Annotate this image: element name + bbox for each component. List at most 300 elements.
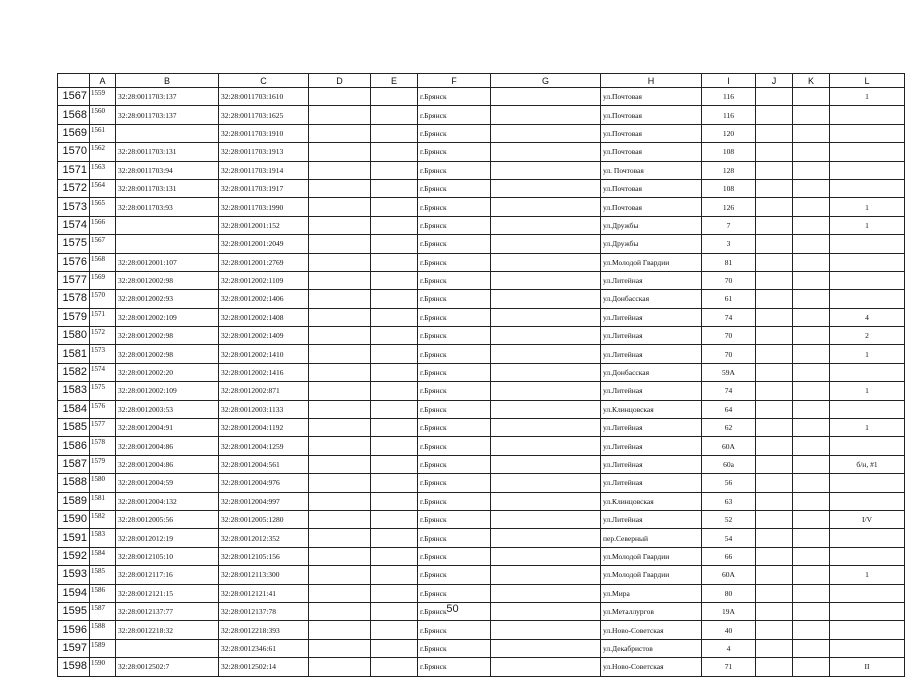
row-number[interactable]: 1598 — [58, 658, 90, 676]
cell-h[interactable]: ул.Литейная — [601, 437, 702, 455]
cell-l[interactable] — [830, 547, 905, 565]
cell-c[interactable]: 32:28:0012004:1192 — [219, 419, 309, 437]
cell-f[interactable]: г.Брянск — [418, 327, 491, 345]
cell-i[interactable]: 81 — [702, 253, 756, 271]
cell-e[interactable] — [371, 547, 418, 565]
row-number[interactable]: 1567 — [58, 88, 90, 106]
row-number[interactable]: 1592 — [58, 547, 90, 565]
cell-i[interactable]: 3 — [702, 235, 756, 253]
cell-c[interactable]: 32:28:0012001:2769 — [219, 253, 309, 271]
cell-i[interactable]: 52 — [702, 510, 756, 528]
cell-g[interactable] — [491, 566, 601, 584]
cell-f[interactable]: г.Брянск — [418, 437, 491, 455]
cell-i[interactable]: 54 — [702, 529, 756, 547]
cell-k[interactable] — [793, 124, 830, 142]
cell-h[interactable]: пер.Северный — [601, 529, 702, 547]
cell-c[interactable]: 32:28:0012002:1410 — [219, 345, 309, 363]
cell-k[interactable] — [793, 382, 830, 400]
row-number[interactable]: 1596 — [58, 621, 90, 639]
cell-l[interactable] — [830, 474, 905, 492]
cell-h[interactable]: ул.Литейная — [601, 510, 702, 528]
cell-k[interactable] — [793, 363, 830, 381]
cell-l[interactable] — [830, 161, 905, 179]
cell-i[interactable]: 116 — [702, 106, 756, 124]
cell-j[interactable] — [756, 88, 793, 106]
cell-g[interactable] — [491, 327, 601, 345]
cell-k[interactable] — [793, 161, 830, 179]
cell-g[interactable] — [491, 88, 601, 106]
cell-f[interactable]: г.Брянск — [418, 124, 491, 142]
cell-i[interactable]: 74 — [702, 308, 756, 326]
cell-i[interactable]: 59А — [702, 363, 756, 381]
cell-a[interactable]: 1580 — [90, 474, 116, 492]
cell-c[interactable]: 32:28:0011703:1610 — [219, 88, 309, 106]
cell-f[interactable]: г.Брянск — [418, 658, 491, 676]
cell-a[interactable]: 1565 — [90, 198, 116, 216]
cell-h[interactable]: ул.Молодой Гвардии — [601, 547, 702, 565]
row-number[interactable]: 1578 — [58, 290, 90, 308]
cell-j[interactable] — [756, 235, 793, 253]
cell-c[interactable]: 32:28:0011703:1914 — [219, 161, 309, 179]
cell-j[interactable] — [756, 621, 793, 639]
cell-c[interactable]: 32:28:0012005:1280 — [219, 510, 309, 528]
cell-b[interactable]: 32:28:0011703:137 — [116, 88, 219, 106]
row-number[interactable]: 1593 — [58, 566, 90, 584]
cell-k[interactable] — [793, 474, 830, 492]
cell-l[interactable] — [830, 639, 905, 657]
cell-g[interactable] — [491, 419, 601, 437]
cell-a[interactable]: 1567 — [90, 235, 116, 253]
cell-a[interactable]: 1577 — [90, 419, 116, 437]
cell-k[interactable] — [793, 88, 830, 106]
cell-h[interactable]: ул.Молодой Гвардии — [601, 253, 702, 271]
cell-g[interactable] — [491, 235, 601, 253]
cell-j[interactable] — [756, 143, 793, 161]
cell-c[interactable]: 32:28:0012001:2049 — [219, 235, 309, 253]
cell-i[interactable]: 70 — [702, 327, 756, 345]
cell-l[interactable]: 1 — [830, 566, 905, 584]
column-header-e[interactable]: E — [371, 74, 418, 88]
cell-d[interactable] — [309, 253, 371, 271]
cell-c[interactable]: 32:28:0012502:14 — [219, 658, 309, 676]
cell-k[interactable] — [793, 455, 830, 473]
cell-e[interactable] — [371, 235, 418, 253]
cell-e[interactable] — [371, 621, 418, 639]
cell-a[interactable]: 1589 — [90, 639, 116, 657]
cell-h[interactable]: ул.Литейная — [601, 382, 702, 400]
cell-h[interactable]: ул.Декабристов — [601, 639, 702, 657]
cell-g[interactable] — [491, 161, 601, 179]
cell-k[interactable] — [793, 198, 830, 216]
cell-f[interactable]: г.Брянск — [418, 253, 491, 271]
cell-h[interactable]: ул.Дружбы — [601, 216, 702, 234]
cell-g[interactable] — [491, 492, 601, 510]
cell-e[interactable] — [371, 474, 418, 492]
cell-k[interactable] — [793, 143, 830, 161]
cell-k[interactable] — [793, 529, 830, 547]
cell-c[interactable]: 32:28:0012004:997 — [219, 492, 309, 510]
cell-h[interactable]: ул.Мира — [601, 584, 702, 602]
cell-a[interactable]: 1579 — [90, 455, 116, 473]
cell-b[interactable]: 32:28:0012005:56 — [116, 510, 219, 528]
cell-g[interactable] — [491, 437, 601, 455]
cell-l[interactable]: 1 — [830, 345, 905, 363]
cell-j[interactable] — [756, 547, 793, 565]
cell-f[interactable]: г.Брянск — [418, 88, 491, 106]
cell-b[interactable]: 32:28:0012502:7 — [116, 658, 219, 676]
cell-l[interactable] — [830, 400, 905, 418]
cell-b[interactable]: 32:28:0011703:131 — [116, 143, 219, 161]
cell-i[interactable]: 108 — [702, 179, 756, 197]
cell-l[interactable] — [830, 124, 905, 142]
cell-i[interactable]: 60А — [702, 437, 756, 455]
cell-k[interactable] — [793, 400, 830, 418]
cell-d[interactable] — [309, 198, 371, 216]
cell-i[interactable]: 62 — [702, 419, 756, 437]
cell-j[interactable] — [756, 529, 793, 547]
cell-f[interactable]: г.Брянск — [418, 621, 491, 639]
cell-l[interactable]: 1 — [830, 198, 905, 216]
cell-e[interactable] — [371, 106, 418, 124]
cell-i[interactable]: 128 — [702, 161, 756, 179]
cell-l[interactable] — [830, 106, 905, 124]
row-number[interactable]: 1575 — [58, 235, 90, 253]
corner-header[interactable] — [58, 74, 90, 88]
cell-g[interactable] — [491, 529, 601, 547]
cell-a[interactable]: 1587 — [90, 602, 116, 620]
cell-h[interactable]: ул.Почтовая — [601, 106, 702, 124]
cell-l[interactable] — [830, 253, 905, 271]
cell-g[interactable] — [491, 639, 601, 657]
cell-k[interactable] — [793, 308, 830, 326]
cell-a[interactable]: 1588 — [90, 621, 116, 639]
row-number[interactable]: 1581 — [58, 345, 90, 363]
row-number[interactable]: 1585 — [58, 419, 90, 437]
cell-d[interactable] — [309, 566, 371, 584]
cell-g[interactable] — [491, 198, 601, 216]
cell-j[interactable] — [756, 124, 793, 142]
column-header-g[interactable]: G — [491, 74, 601, 88]
column-header-k[interactable]: K — [793, 74, 830, 88]
cell-j[interactable] — [756, 308, 793, 326]
cell-a[interactable]: 1570 — [90, 290, 116, 308]
cell-a[interactable]: 1564 — [90, 179, 116, 197]
cell-d[interactable] — [309, 621, 371, 639]
column-header-c[interactable]: C — [219, 74, 309, 88]
cell-l[interactable] — [830, 529, 905, 547]
cell-l[interactable]: 1 — [830, 216, 905, 234]
cell-i[interactable]: 64 — [702, 400, 756, 418]
cell-k[interactable] — [793, 621, 830, 639]
cell-d[interactable] — [309, 106, 371, 124]
cell-a[interactable]: 1581 — [90, 492, 116, 510]
cell-e[interactable] — [371, 308, 418, 326]
cell-l[interactable] — [830, 437, 905, 455]
cell-f[interactable]: г.Брянск — [418, 510, 491, 528]
cell-i[interactable]: 7 — [702, 216, 756, 234]
cell-i[interactable]: 63 — [702, 492, 756, 510]
cell-d[interactable] — [309, 510, 371, 528]
cell-k[interactable] — [793, 658, 830, 676]
cell-j[interactable] — [756, 198, 793, 216]
column-header-l[interactable]: L — [830, 74, 905, 88]
cell-a[interactable]: 1566 — [90, 216, 116, 234]
cell-i[interactable]: 70 — [702, 345, 756, 363]
cell-j[interactable] — [756, 271, 793, 289]
cell-g[interactable] — [491, 621, 601, 639]
cell-k[interactable] — [793, 492, 830, 510]
cell-k[interactable] — [793, 510, 830, 528]
cell-l[interactable]: I/V — [830, 510, 905, 528]
cell-g[interactable] — [491, 510, 601, 528]
cell-l[interactable]: 1 — [830, 382, 905, 400]
cell-b[interactable] — [116, 216, 219, 234]
cell-j[interactable] — [756, 584, 793, 602]
column-header-d[interactable]: D — [309, 74, 371, 88]
cell-c[interactable]: 32:28:0012002:1406 — [219, 290, 309, 308]
cell-b[interactable]: 32:28:0011703:131 — [116, 179, 219, 197]
cell-j[interactable] — [756, 216, 793, 234]
cell-e[interactable] — [371, 327, 418, 345]
cell-d[interactable] — [309, 327, 371, 345]
cell-j[interactable] — [756, 161, 793, 179]
cell-g[interactable] — [491, 382, 601, 400]
cell-f[interactable]: г.Брянск — [418, 271, 491, 289]
cell-j[interactable] — [756, 474, 793, 492]
cell-e[interactable] — [371, 437, 418, 455]
cell-a[interactable]: 1560 — [90, 106, 116, 124]
cell-a[interactable]: 1569 — [90, 271, 116, 289]
column-header-h[interactable]: H — [601, 74, 702, 88]
cell-a[interactable]: 1563 — [90, 161, 116, 179]
cell-c[interactable]: 32:28:0011703:1917 — [219, 179, 309, 197]
cell-h[interactable]: ул.Литейная — [601, 308, 702, 326]
cell-e[interactable] — [371, 529, 418, 547]
cell-k[interactable] — [793, 179, 830, 197]
cell-g[interactable] — [491, 271, 601, 289]
cell-b[interactable] — [116, 639, 219, 657]
row-number[interactable]: 1577 — [58, 271, 90, 289]
cell-e[interactable] — [371, 198, 418, 216]
cell-i[interactable]: 66 — [702, 547, 756, 565]
cell-i[interactable]: 19А — [702, 602, 756, 620]
cell-h[interactable]: ул.Почтовая — [601, 198, 702, 216]
row-number[interactable]: 1572 — [58, 179, 90, 197]
cell-k[interactable] — [793, 106, 830, 124]
cell-f[interactable]: г.Брянск — [418, 290, 491, 308]
row-number[interactable]: 1583 — [58, 382, 90, 400]
cell-b[interactable]: 32:28:0012004:91 — [116, 419, 219, 437]
cell-i[interactable]: 126 — [702, 198, 756, 216]
row-number[interactable]: 1597 — [58, 639, 90, 657]
cell-d[interactable] — [309, 345, 371, 363]
cell-l[interactable] — [830, 621, 905, 639]
column-header-f[interactable]: F — [418, 74, 491, 88]
cell-e[interactable] — [371, 216, 418, 234]
cell-a[interactable]: 1561 — [90, 124, 116, 142]
cell-g[interactable] — [491, 363, 601, 381]
cell-h[interactable]: ул. Почтовая — [601, 161, 702, 179]
cell-h[interactable]: ул.Донбасская — [601, 290, 702, 308]
column-header-j[interactable]: J — [756, 74, 793, 88]
cell-a[interactable]: 1584 — [90, 547, 116, 565]
cell-j[interactable] — [756, 400, 793, 418]
cell-a[interactable]: 1574 — [90, 363, 116, 381]
cell-i[interactable]: 108 — [702, 143, 756, 161]
cell-g[interactable] — [491, 308, 601, 326]
cell-d[interactable] — [309, 658, 371, 676]
cell-a[interactable]: 1575 — [90, 382, 116, 400]
cell-j[interactable] — [756, 382, 793, 400]
cell-l[interactable] — [830, 143, 905, 161]
cell-d[interactable] — [309, 161, 371, 179]
cell-e[interactable] — [371, 290, 418, 308]
cell-f[interactable]: г.Брянск — [418, 143, 491, 161]
cell-f[interactable]: г.Брянск — [418, 161, 491, 179]
cell-h[interactable]: ул.Почтовая — [601, 143, 702, 161]
cell-d[interactable] — [309, 179, 371, 197]
cell-d[interactable] — [309, 216, 371, 234]
cell-g[interactable] — [491, 345, 601, 363]
cell-b[interactable]: 32:28:0012004:59 — [116, 474, 219, 492]
cell-f[interactable]: г.Брянск — [418, 308, 491, 326]
cell-j[interactable] — [756, 106, 793, 124]
row-number[interactable]: 1570 — [58, 143, 90, 161]
cell-e[interactable] — [371, 419, 418, 437]
cell-l[interactable]: II — [830, 658, 905, 676]
cell-f[interactable]: г.Брянск — [418, 400, 491, 418]
cell-g[interactable] — [491, 124, 601, 142]
cell-g[interactable] — [491, 658, 601, 676]
cell-l[interactable]: 2 — [830, 327, 905, 345]
cell-d[interactable] — [309, 143, 371, 161]
cell-l[interactable]: 4 — [830, 308, 905, 326]
cell-b[interactable]: 32:28:0011703:93 — [116, 198, 219, 216]
cell-j[interactable] — [756, 437, 793, 455]
cell-d[interactable] — [309, 474, 371, 492]
cell-j[interactable] — [756, 492, 793, 510]
cell-d[interactable] — [309, 529, 371, 547]
cell-b[interactable]: 32:28:0012117:16 — [116, 566, 219, 584]
cell-h[interactable]: ул.Литейная — [601, 455, 702, 473]
cell-j[interactable] — [756, 253, 793, 271]
row-number[interactable]: 1571 — [58, 161, 90, 179]
cell-b[interactable]: 32:28:0012105:10 — [116, 547, 219, 565]
cell-f[interactable]: г.Брянск — [418, 639, 491, 657]
cell-e[interactable] — [371, 400, 418, 418]
cell-h[interactable]: ул.Литейная — [601, 327, 702, 345]
cell-i[interactable]: 4 — [702, 639, 756, 657]
cell-k[interactable] — [793, 639, 830, 657]
cell-c[interactable]: 32:28:0012105:156 — [219, 547, 309, 565]
cell-j[interactable] — [756, 566, 793, 584]
cell-g[interactable] — [491, 455, 601, 473]
column-header-b[interactable]: B — [116, 74, 219, 88]
cell-a[interactable]: 1572 — [90, 327, 116, 345]
cell-f[interactable]: г.Брянск — [418, 363, 491, 381]
cell-l[interactable]: б/н, #1 — [830, 455, 905, 473]
cell-i[interactable]: 80 — [702, 584, 756, 602]
cell-h[interactable]: ул.Литейная — [601, 474, 702, 492]
cell-c[interactable]: 32:28:0012002:1408 — [219, 308, 309, 326]
cell-a[interactable]: 1576 — [90, 400, 116, 418]
row-number[interactable]: 1590 — [58, 510, 90, 528]
cell-a[interactable]: 1568 — [90, 253, 116, 271]
row-number[interactable]: 1580 — [58, 327, 90, 345]
cell-i[interactable]: 74 — [702, 382, 756, 400]
cell-f[interactable]: г.Брянск — [418, 566, 491, 584]
cell-d[interactable] — [309, 235, 371, 253]
cell-d[interactable] — [309, 400, 371, 418]
cell-e[interactable] — [371, 88, 418, 106]
cell-e[interactable] — [371, 492, 418, 510]
cell-j[interactable] — [756, 419, 793, 437]
cell-a[interactable]: 1590 — [90, 658, 116, 676]
cell-b[interactable]: 32:28:0011703:137 — [116, 106, 219, 124]
cell-c[interactable]: 32:28:0012002:871 — [219, 382, 309, 400]
cell-f[interactable]: г.Брянск — [418, 455, 491, 473]
cell-e[interactable] — [371, 253, 418, 271]
cell-j[interactable] — [756, 345, 793, 363]
cell-e[interactable] — [371, 584, 418, 602]
row-number[interactable]: 1589 — [58, 492, 90, 510]
cell-a[interactable]: 1573 — [90, 345, 116, 363]
cell-l[interactable]: 1 — [830, 419, 905, 437]
cell-f[interactable]: г.Брянск — [418, 419, 491, 437]
cell-f[interactable]: г.Брянск — [418, 492, 491, 510]
cell-b[interactable]: 32:28:0012121:15 — [116, 584, 219, 602]
cell-b[interactable]: 32:28:0012137:77 — [116, 602, 219, 620]
cell-i[interactable]: 40 — [702, 621, 756, 639]
cell-k[interactable] — [793, 253, 830, 271]
cell-f[interactable]: г.Брянск — [418, 474, 491, 492]
cell-d[interactable] — [309, 584, 371, 602]
cell-d[interactable] — [309, 363, 371, 381]
cell-d[interactable] — [309, 455, 371, 473]
cell-e[interactable] — [371, 382, 418, 400]
cell-d[interactable] — [309, 124, 371, 142]
cell-f[interactable]: г.Брянск — [418, 345, 491, 363]
row-number[interactable]: 1568 — [58, 106, 90, 124]
cell-f[interactable]: г.Брянск — [418, 216, 491, 234]
cell-c[interactable]: 32:28:0012001:152 — [219, 216, 309, 234]
cell-c[interactable]: 32:28:0012346:61 — [219, 639, 309, 657]
cell-j[interactable] — [756, 639, 793, 657]
cell-k[interactable] — [793, 419, 830, 437]
cell-b[interactable]: 32:28:0012002:98 — [116, 345, 219, 363]
cell-k[interactable] — [793, 216, 830, 234]
cell-c[interactable]: 32:28:0012002:1409 — [219, 327, 309, 345]
cell-k[interactable] — [793, 271, 830, 289]
cell-b[interactable]: 32:28:0012004:86 — [116, 437, 219, 455]
cell-c[interactable]: 32:28:0012113:300 — [219, 566, 309, 584]
cell-g[interactable] — [491, 216, 601, 234]
cell-c[interactable]: 32:28:0012004:1259 — [219, 437, 309, 455]
cell-b[interactable]: 32:28:0011703:94 — [116, 161, 219, 179]
cell-e[interactable] — [371, 345, 418, 363]
cell-h[interactable]: ул.Донбасская — [601, 363, 702, 381]
cell-g[interactable] — [491, 179, 601, 197]
cell-c[interactable]: 32:28:0012002:1109 — [219, 271, 309, 289]
row-number[interactable]: 1584 — [58, 400, 90, 418]
cell-c[interactable]: 32:28:0012004:561 — [219, 455, 309, 473]
row-number[interactable]: 1588 — [58, 474, 90, 492]
cell-a[interactable]: 1582 — [90, 510, 116, 528]
cell-d[interactable] — [309, 271, 371, 289]
cell-c[interactable]: 32:28:0012004:976 — [219, 474, 309, 492]
cell-h[interactable]: ул.Клинцовская — [601, 492, 702, 510]
cell-c[interactable]: 32:28:0011703:1625 — [219, 106, 309, 124]
